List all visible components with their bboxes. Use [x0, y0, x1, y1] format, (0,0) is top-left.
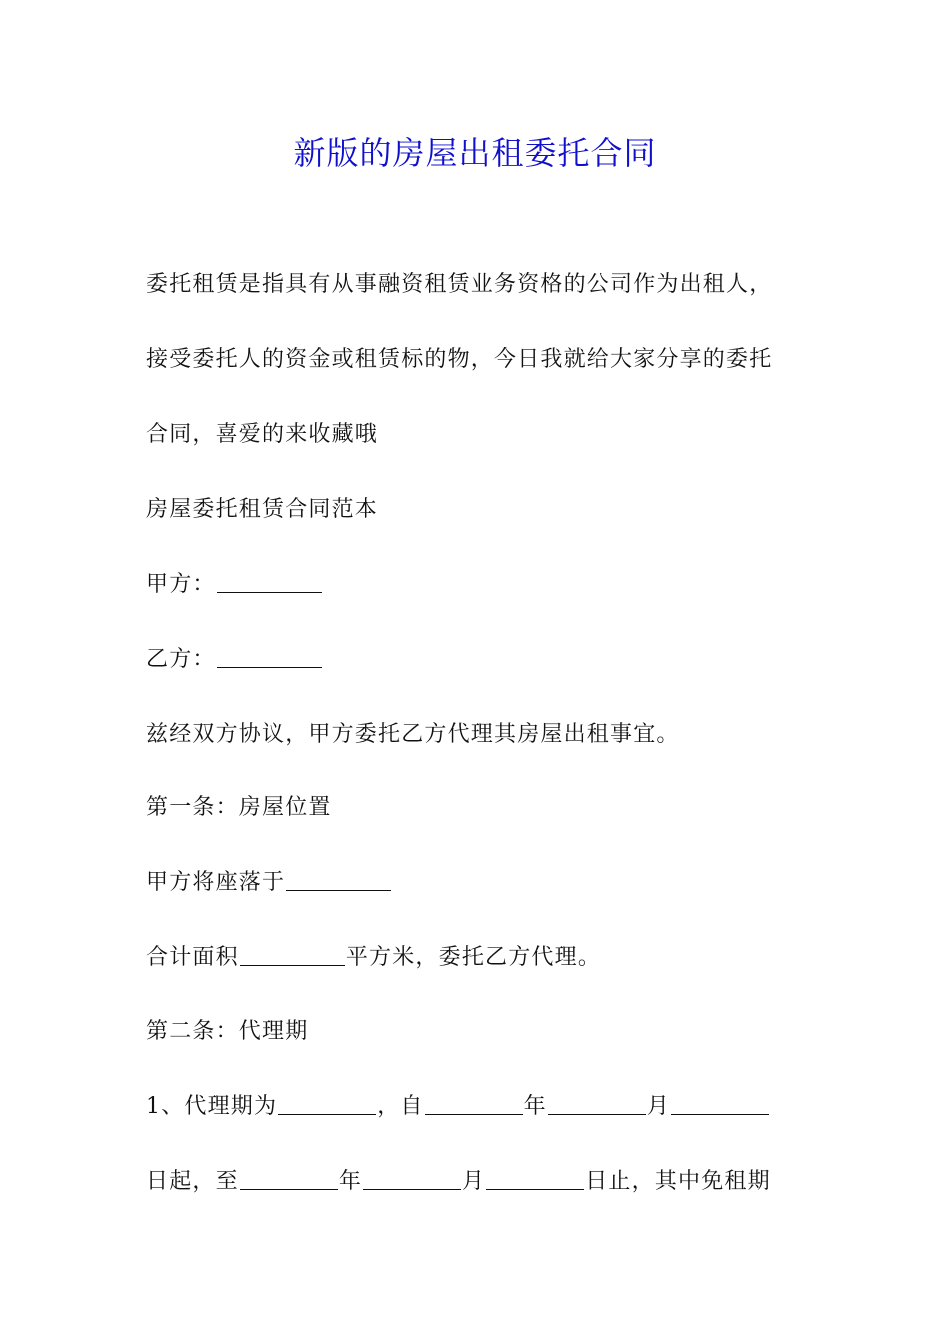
start-year-label: 年	[523, 1094, 547, 1119]
agreement-text: 兹经双方协议，甲方委托乙方代理其房屋出租事宜。	[146, 722, 680, 747]
document-title: 新版的房屋出租委托合同	[293, 134, 657, 172]
end-year-blank	[240, 1162, 338, 1190]
article-2-heading: 第二条：代理期	[146, 1019, 309, 1044]
start-month-label: 月	[646, 1094, 671, 1119]
period-line	[146, 1087, 826, 1127]
period-blank	[278, 1087, 376, 1115]
intro-line-1: 委托租赁是指具有从事融资租赁业务资格的公司作为出租人，	[146, 272, 773, 297]
party-b-line	[146, 640, 826, 680]
location-label: 甲方将座落于	[146, 870, 286, 895]
article-1-heading: 第一条：房屋位置	[146, 795, 332, 820]
location-blank	[286, 863, 391, 891]
area-line	[146, 938, 826, 978]
end-month-label: 月	[462, 1169, 486, 1194]
end-day-label: 日止，其中免租期	[585, 1169, 771, 1194]
period-label: 1、代理期为	[146, 1094, 278, 1119]
location-line	[146, 863, 826, 903]
intro-line-3: 合同，喜爱的来收藏哦	[146, 422, 379, 447]
party-a-line	[146, 565, 826, 605]
start-day-label: 日起，至	[146, 1169, 239, 1194]
party-b-label: 乙方：	[146, 647, 216, 672]
end-day-blank	[486, 1162, 584, 1190]
end-year-label: 年	[338, 1169, 363, 1194]
start-day-blank	[671, 1087, 769, 1115]
party-b-blank	[217, 640, 322, 668]
area-blank	[240, 938, 345, 966]
contract-subtitle: 房屋委托租赁合同范本	[146, 497, 379, 522]
end-month-blank	[363, 1162, 461, 1190]
start-month-blank	[548, 1087, 646, 1115]
from-label: ，自	[377, 1094, 424, 1119]
intro-line-2: 接受委托人的资金或租赁标的物，今日我就给大家分享的委托	[146, 347, 773, 372]
area-suffix: 平方米，委托乙方代理。	[345, 945, 602, 970]
party-a-label: 甲方：	[146, 572, 216, 597]
area-label: 合计面积	[146, 945, 239, 970]
party-a-blank	[217, 565, 322, 593]
end-date-line	[146, 1162, 826, 1202]
start-year-blank	[425, 1087, 523, 1115]
